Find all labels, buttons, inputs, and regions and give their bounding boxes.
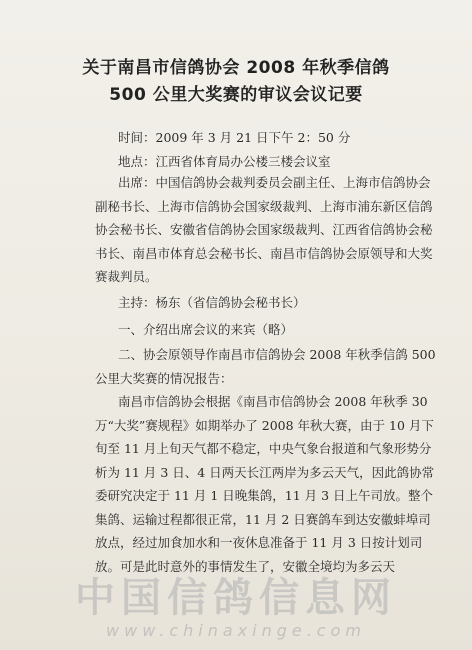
report-paragraph: 南昌市信鸽协会根据《南昌市信鸽协会 2008 年秋季 30 万“大奖”赛规程》如期举办了 2008 年秋大赛，由于 10 月下旬至 11 月上旬天气都不稳定，中央气象台报道和气象形势分析为 11 月 3 日、4 日两天长江两岸为多云天气，因此鸽协常委研究决定于 11 月 1 日晚集鸽，11 月 3 日上午司放。整个集鸽、运输过程都很正常，11 月 2 日赛鸽车到达安徽蚌埠司放点，经过加食加水和一夜休息准备于 11 月 3 日按计划司放。可是此时意外的事情发生了，安徽全境均为多云天 [95,394,435,574]
section-heading-1: 一、介绍出席会议的来宾（略） [118,322,294,337]
meeting-location: 地点：江西省体育局办公楼三楼会议室 [118,154,331,169]
document-title-line-1: 关于南昌市信鸽协会 2008 年秋季信鸽 [82,58,390,78]
meeting-attendees: 出席：中国信鸽协会裁判委员会副主任、上海市信鸽协会副秘书长、上海市信鸽协会国家级裁判、上海市浦东新区信鸽协会秘书长、安徽省信鸽协会国家级裁判、江西省信鸽协会秘书长、南昌市体育总会秘书长、南昌市信鸽协会原领导和大奖赛裁判员。 [95,175,433,284]
document-title-line-2: 500 公里大奖赛的审议会议记要 [109,85,363,105]
watermark-url: www.chinaxinge.com [106,621,366,640]
meeting-time: 时间：2009 年 3 月 21 日下午 2：50 分 [118,130,351,145]
watermark-site-name: 中国信鸽信息网 [75,575,397,621]
section-heading-2: 二、协会原领导作南昌市信鸽协会 2008 年秋季信鸽 500 公里大奖赛的情况报告： [95,347,436,386]
meeting-host: 主持：杨东（省信鸽协会秘书长） [118,295,306,310]
